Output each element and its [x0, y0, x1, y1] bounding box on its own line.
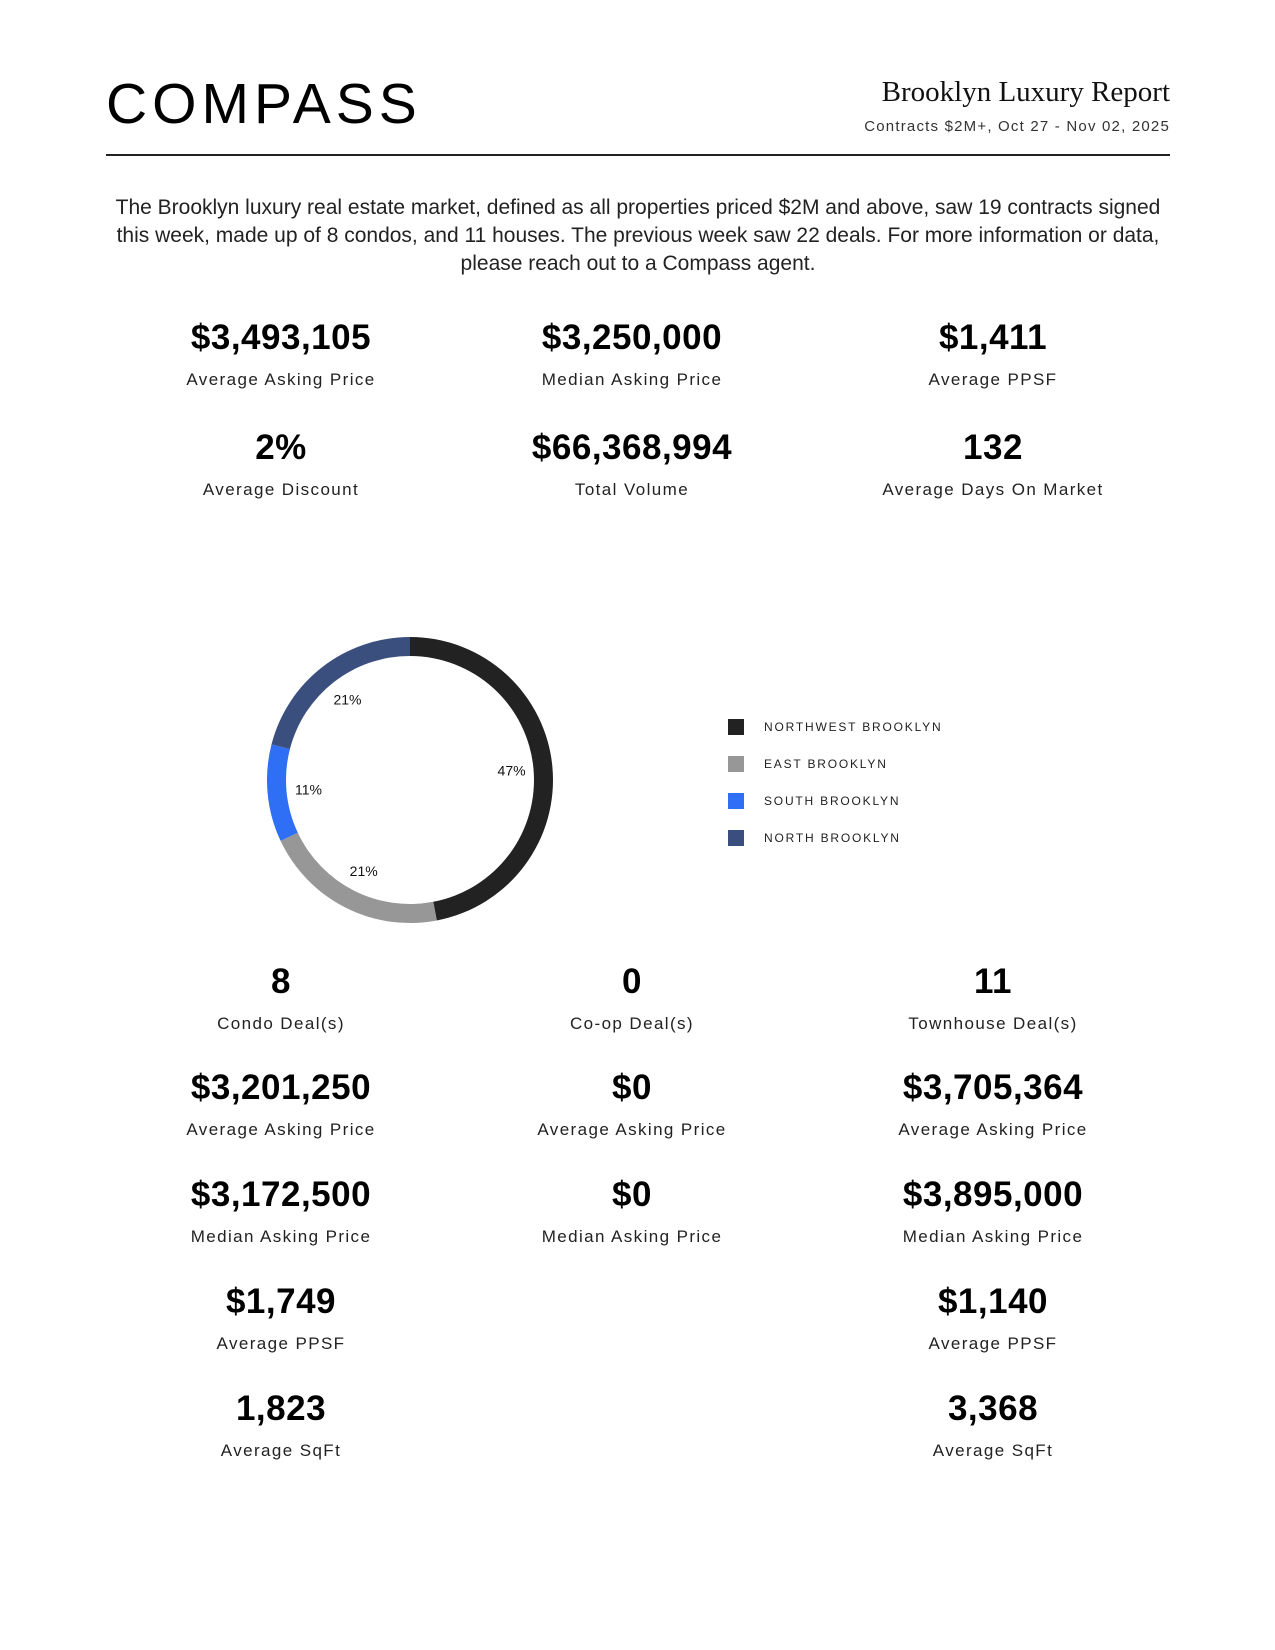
stat-median-asking-price — [452, 318, 812, 390]
legend-label: EAST BROOKLYN — [764, 756, 888, 771]
donut-slice-northwest-brooklyn — [410, 637, 553, 920]
stat-label: Total Volume — [574, 480, 690, 499]
report-subtitle: Contracts $2M+, Oct 27 - Nov 02, 2025 — [864, 118, 1170, 135]
condo-average-asking-price — [101, 1068, 461, 1140]
stat-label: Average Asking Price — [186, 370, 376, 389]
stat-label: Average Asking Price — [537, 1120, 727, 1139]
stat-value: 8 — [271, 962, 291, 1001]
townhouse-median-asking-price — [813, 1175, 1173, 1247]
legend-swatch — [728, 756, 744, 772]
stat-value: $3,172,500 — [190, 1175, 372, 1214]
coop-average-asking-price — [452, 1068, 812, 1140]
stat-value: $66,368,994 — [531, 428, 733, 467]
stat-value: 0 — [622, 962, 642, 1001]
stat-value: 3,368 — [947, 1389, 1039, 1428]
stat-value: 1,823 — [235, 1389, 327, 1428]
townhouse-average-sqft — [813, 1389, 1173, 1461]
stat-value: $0 — [612, 1175, 652, 1214]
townhouse-average-ppsf — [813, 1282, 1173, 1354]
intro-paragraph: The Brooklyn luxury real estate market, defined as all properties priced $2M and above, saw 19 contracts signed this week, made up of 8 condos, and 11 houses. The previous week saw 22 deals. For more information or data, please reach out to a Compass agent. — [115, 196, 1161, 275]
condo-deals — [101, 962, 461, 1034]
report-header — [106, 70, 1170, 156]
stat-label: Average PPSF — [928, 370, 1058, 389]
chart-legend — [728, 708, 1008, 856]
stat-label: Average Discount — [202, 480, 360, 499]
donut-label-northwest-brooklyn: 47% — [497, 762, 526, 779]
legend-item-north-brooklyn — [728, 819, 1008, 856]
stat-label: Co-op Deal(s) — [569, 1014, 694, 1033]
compass-logo — [106, 72, 422, 136]
stat-label: Average Asking Price — [186, 1120, 376, 1139]
stat-label: Condo Deal(s) — [217, 1014, 345, 1033]
coop-deals — [452, 962, 812, 1034]
stat-label: Average SqFt — [220, 1441, 342, 1460]
stat-label: Median Asking Price — [541, 1227, 723, 1246]
stat-value: $3,493,105 — [190, 318, 372, 357]
stat-value: $3,250,000 — [541, 318, 723, 357]
stat-label: Average Days On Market — [882, 480, 1104, 499]
legend-item-northwest-brooklyn — [728, 708, 1008, 745]
donut-slice-south-brooklyn — [267, 744, 298, 840]
stat-average-days-on-market — [813, 428, 1173, 500]
condo-median-asking-price — [101, 1175, 461, 1247]
townhouse-average-asking-price — [813, 1068, 1173, 1140]
stat-label: Median Asking Price — [902, 1227, 1084, 1246]
stat-label: Townhouse Deal(s) — [908, 1014, 1078, 1033]
coop-median-asking-price — [452, 1175, 812, 1247]
stat-label: Median Asking Price — [541, 370, 723, 389]
legend-label: NORTHWEST BROOKLYN — [764, 719, 943, 734]
header-divider — [106, 154, 1170, 156]
stat-value: 11 — [974, 962, 1012, 1001]
stat-label: Average PPSF — [216, 1334, 346, 1353]
stat-label: Average Asking Price — [898, 1120, 1088, 1139]
stat-value: $0 — [612, 1068, 652, 1107]
donut-label-east-brooklyn: 21% — [349, 862, 378, 879]
legend-swatch — [728, 793, 744, 809]
stat-value: $3,895,000 — [902, 1175, 1084, 1214]
stat-total-volume — [452, 428, 812, 500]
stat-value: 2% — [255, 428, 307, 467]
legend-item-south-brooklyn — [728, 782, 1008, 819]
stat-average-asking-price — [101, 318, 461, 390]
donut-svg — [250, 620, 570, 940]
donut-label-south-brooklyn: 11% — [294, 781, 322, 798]
condo-average-ppsf — [101, 1282, 461, 1354]
stat-value: $1,749 — [225, 1282, 337, 1321]
stat-average-discount — [101, 428, 461, 500]
stat-value: $1,411 — [938, 318, 1048, 357]
legend-label: NORTH BROOKLYN — [764, 830, 901, 845]
legend-swatch — [728, 830, 744, 846]
stat-value: 132 — [963, 428, 1023, 467]
legend-item-east-brooklyn — [728, 745, 1008, 782]
legend-label: SOUTH BROOKLYN — [764, 793, 901, 808]
stat-average-ppsf — [813, 318, 1173, 390]
stat-value: $3,705,364 — [902, 1068, 1084, 1107]
stat-value: $3,201,250 — [190, 1068, 372, 1107]
condo-average-sqft — [101, 1389, 461, 1461]
stat-label: Median Asking Price — [190, 1227, 372, 1246]
legend-swatch — [728, 719, 744, 735]
stat-value: $1,140 — [937, 1282, 1049, 1321]
stat-label: Average SqFt — [932, 1441, 1054, 1460]
logo-text: COMPASS — [106, 72, 422, 136]
townhouse-deals — [813, 962, 1173, 1034]
stat-label: Average PPSF — [928, 1334, 1058, 1353]
donut-label-north-brooklyn: 21% — [333, 691, 362, 708]
report-title: Brooklyn Luxury Report — [881, 76, 1170, 108]
region-donut-chart — [250, 620, 570, 940]
